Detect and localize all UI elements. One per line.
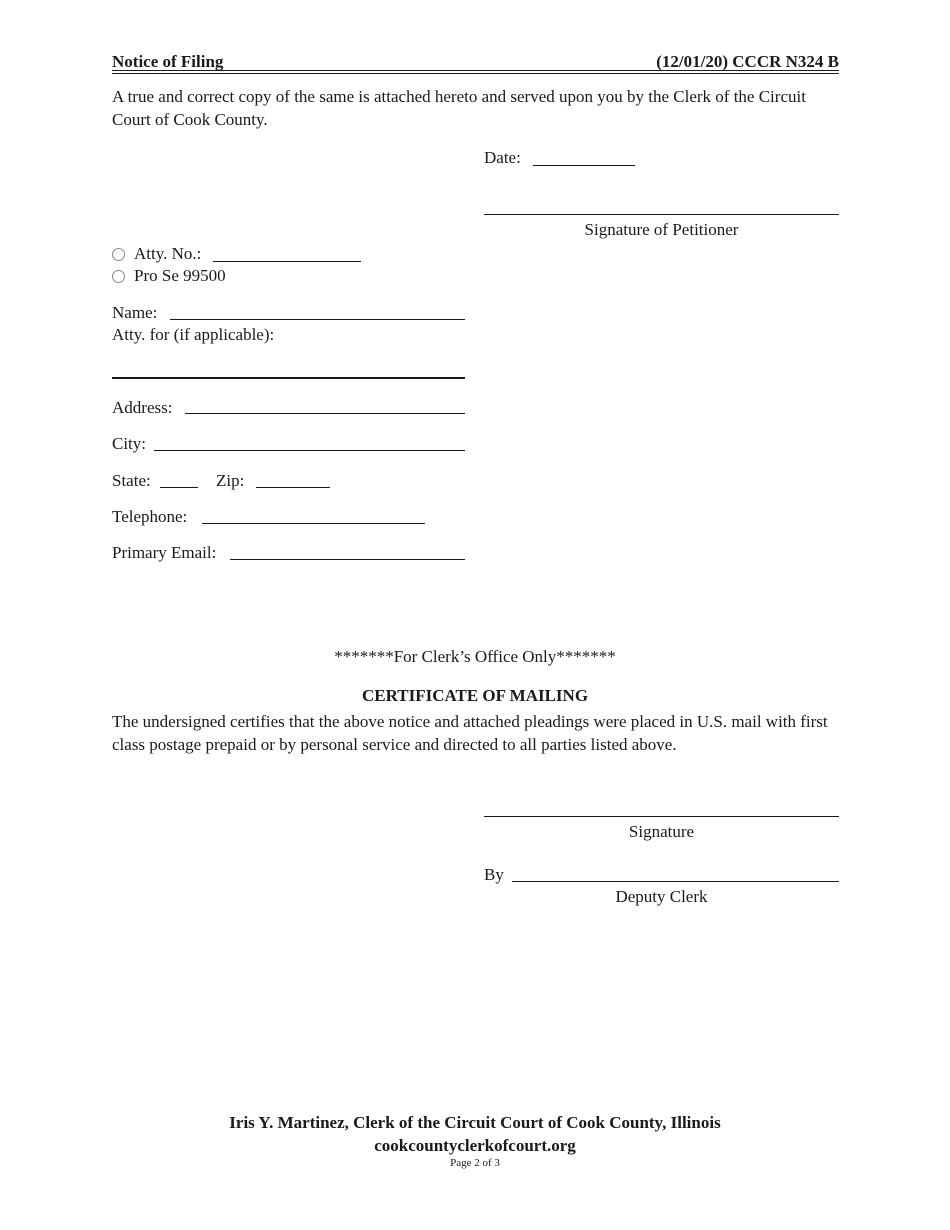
zip-label: Zip: <box>216 471 245 490</box>
deputy-clerk-line[interactable] <box>512 881 839 882</box>
email-label: Primary Email: <box>112 543 217 562</box>
certificate-title: CERTIFICATE OF MAILING <box>361 686 589 705</box>
address-label: Address: <box>112 398 173 417</box>
date-label: Date: <box>484 148 521 167</box>
header-title: Notice of Filing <box>112 52 224 71</box>
date-field[interactable] <box>533 165 635 166</box>
intro-text: A true and correct copy of the same is attached hereto and served upon you by the Clerk of the Circuit Court of Cook County. <box>112 87 806 129</box>
city-field[interactable] <box>154 450 465 451</box>
footer-clerk-name: Iris Y. Martinez, Clerk of the Circuit Court of Cook County, Illinois <box>229 1113 721 1132</box>
petitioner-signature-label: Signature of Petitioner <box>584 220 739 239</box>
telephone-field[interactable] <box>202 523 425 524</box>
state-field[interactable] <box>160 487 198 488</box>
clerk-office-only: *******For Clerk’s Office Only******* <box>334 647 616 666</box>
pro-se-radio[interactable] <box>112 270 125 283</box>
state-label: State: <box>112 471 151 490</box>
header-rule-top <box>112 70 839 71</box>
atty-for-label: Atty. for (if applicable): <box>112 325 275 344</box>
name-field[interactable] <box>170 319 465 320</box>
page-number: Page 2 of 3 <box>450 1157 500 1169</box>
form-code: (12/01/20) CCCR N324 B <box>656 52 839 71</box>
atty-no-label: Atty. No.: <box>134 244 202 263</box>
city-label: City: <box>112 434 147 453</box>
petitioner-signature-line[interactable] <box>484 214 839 215</box>
atty-no-radio[interactable] <box>112 248 125 261</box>
address-field[interactable] <box>185 413 465 414</box>
email-field[interactable] <box>230 559 465 560</box>
atty-for-field[interactable] <box>112 377 465 379</box>
certificate-signature-label: Signature <box>628 822 695 841</box>
footer-website[interactable]: cookcountyclerkofcourt.org <box>374 1136 576 1155</box>
zip-field[interactable] <box>256 487 330 488</box>
atty-no-field[interactable] <box>213 261 361 262</box>
by-label: By <box>484 865 504 884</box>
certificate-signature-line[interactable] <box>484 816 839 817</box>
certificate-body: The undersigned certifies that the above notice and attached pleadings were placed in U.S. mail with first class postage prepaid or by personal service and directed to all parties listed above. <box>112 712 828 754</box>
header-rule-bottom <box>112 73 839 74</box>
telephone-label: Telephone: <box>112 507 188 526</box>
deputy-clerk-label: Deputy Clerk <box>615 887 708 906</box>
name-label: Name: <box>112 303 158 322</box>
pro-se-label: Pro Se 99500 <box>134 266 226 285</box>
